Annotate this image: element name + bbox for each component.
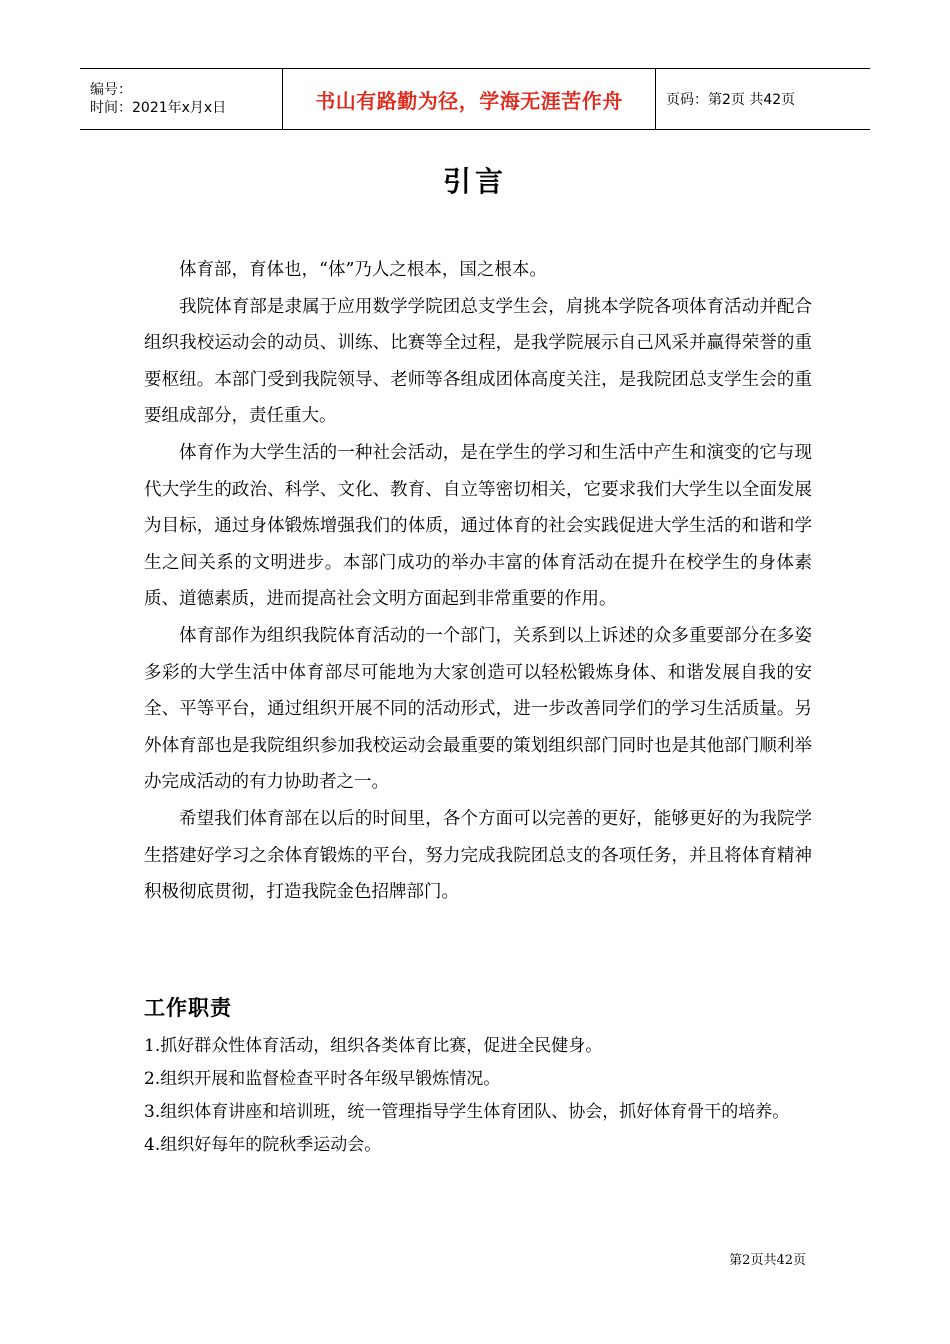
header-page-number: 页码：第2页 共42页 xyxy=(666,92,796,108)
list-item: 1.抓好群众性体育活动，组织各类体育比赛，促进全民健身。 xyxy=(144,1036,603,1056)
paragraph: 体育部，育体也，“体”乃人之根本，国之根本。 xyxy=(179,260,547,280)
document-date-label: 时间：2021年x月x日 xyxy=(90,100,227,116)
intro-body xyxy=(144,252,812,911)
paragraph: 体育部作为组织我院体育活动的一个部门，关系到以上诉述的众多重要部分在多姿多彩的大学生活中体育部尽可能地为大家创造可以轻松锻炼身体、和谐发展自我的安全、平等平台，通过组织开展不同的活动形式，进一步改善同学们的学习生活质量。另外体育部也是我院组织参加我校运动会最重要的策划组织部门同时也是其他部门顺利举办完成活动的有力协助者之一。 xyxy=(144,625,812,793)
list-item: 2.组织开展和监督检查平时各年级早锻炼情况。 xyxy=(144,1069,501,1089)
page-title: 引言 xyxy=(442,165,507,198)
page-footer: 第2页共42页 xyxy=(729,1253,806,1268)
duties-list xyxy=(144,1030,812,1162)
header-motto-cell xyxy=(282,69,656,129)
header-page-cell xyxy=(656,69,870,129)
section-title-duties: 工作职责 xyxy=(144,995,232,1020)
list-item: 3.组织体育讲座和培训班，统一管理指导学生体育团队、协会，抓好体育骨干的培养。 xyxy=(144,1102,790,1122)
list-item: 4.组织好每年的院秋季运动会。 xyxy=(144,1135,382,1155)
header-meta-cell xyxy=(80,69,282,129)
paragraph: 希望我们体育部在以后的时间里，各个方面可以完善的更好，能够更好的为我院学生搭建好学习之余体育锻炼的平台，努力完成我院团总支的各项任务，并且将体育精神积极彻底贯彻，打造我院金色招牌部门。 xyxy=(144,808,812,903)
document-number-label: 编号： xyxy=(90,82,132,98)
paragraph: 体育作为大学生活的一种社会活动，是在学生的学习和生活中产生和演变的它与现代大学生的政治、科学、文化、教育、自立等密切相关，它要求我们大学生以全面发展为目标，通过身体锻炼增强我们的体质，通过体育的社会实践促进大学生活的和谐和学生之间关系的文明进步。本部门成功的举办丰富的体育活动在提升在校学生的身体素质、道德素质，进而提高社会文明方面起到非常重要的作用。 xyxy=(144,442,812,610)
header-table xyxy=(80,68,870,130)
paragraph: 我院体育部是隶属于应用数学学院团总支学生会，肩挑本学院各项体育活动并配合组织我校运动会的动员、训练、比赛等全过程，是我学院展示自己风采并赢得荣誉的重要枢纽。本部门受到我院领导、老师等各组成团体高度关注，是我院团总支学生会的重要组成部分，责任重大。 xyxy=(144,296,812,427)
header-motto: 书山有路勤为径，学海无涯苦作舟 xyxy=(315,88,623,113)
